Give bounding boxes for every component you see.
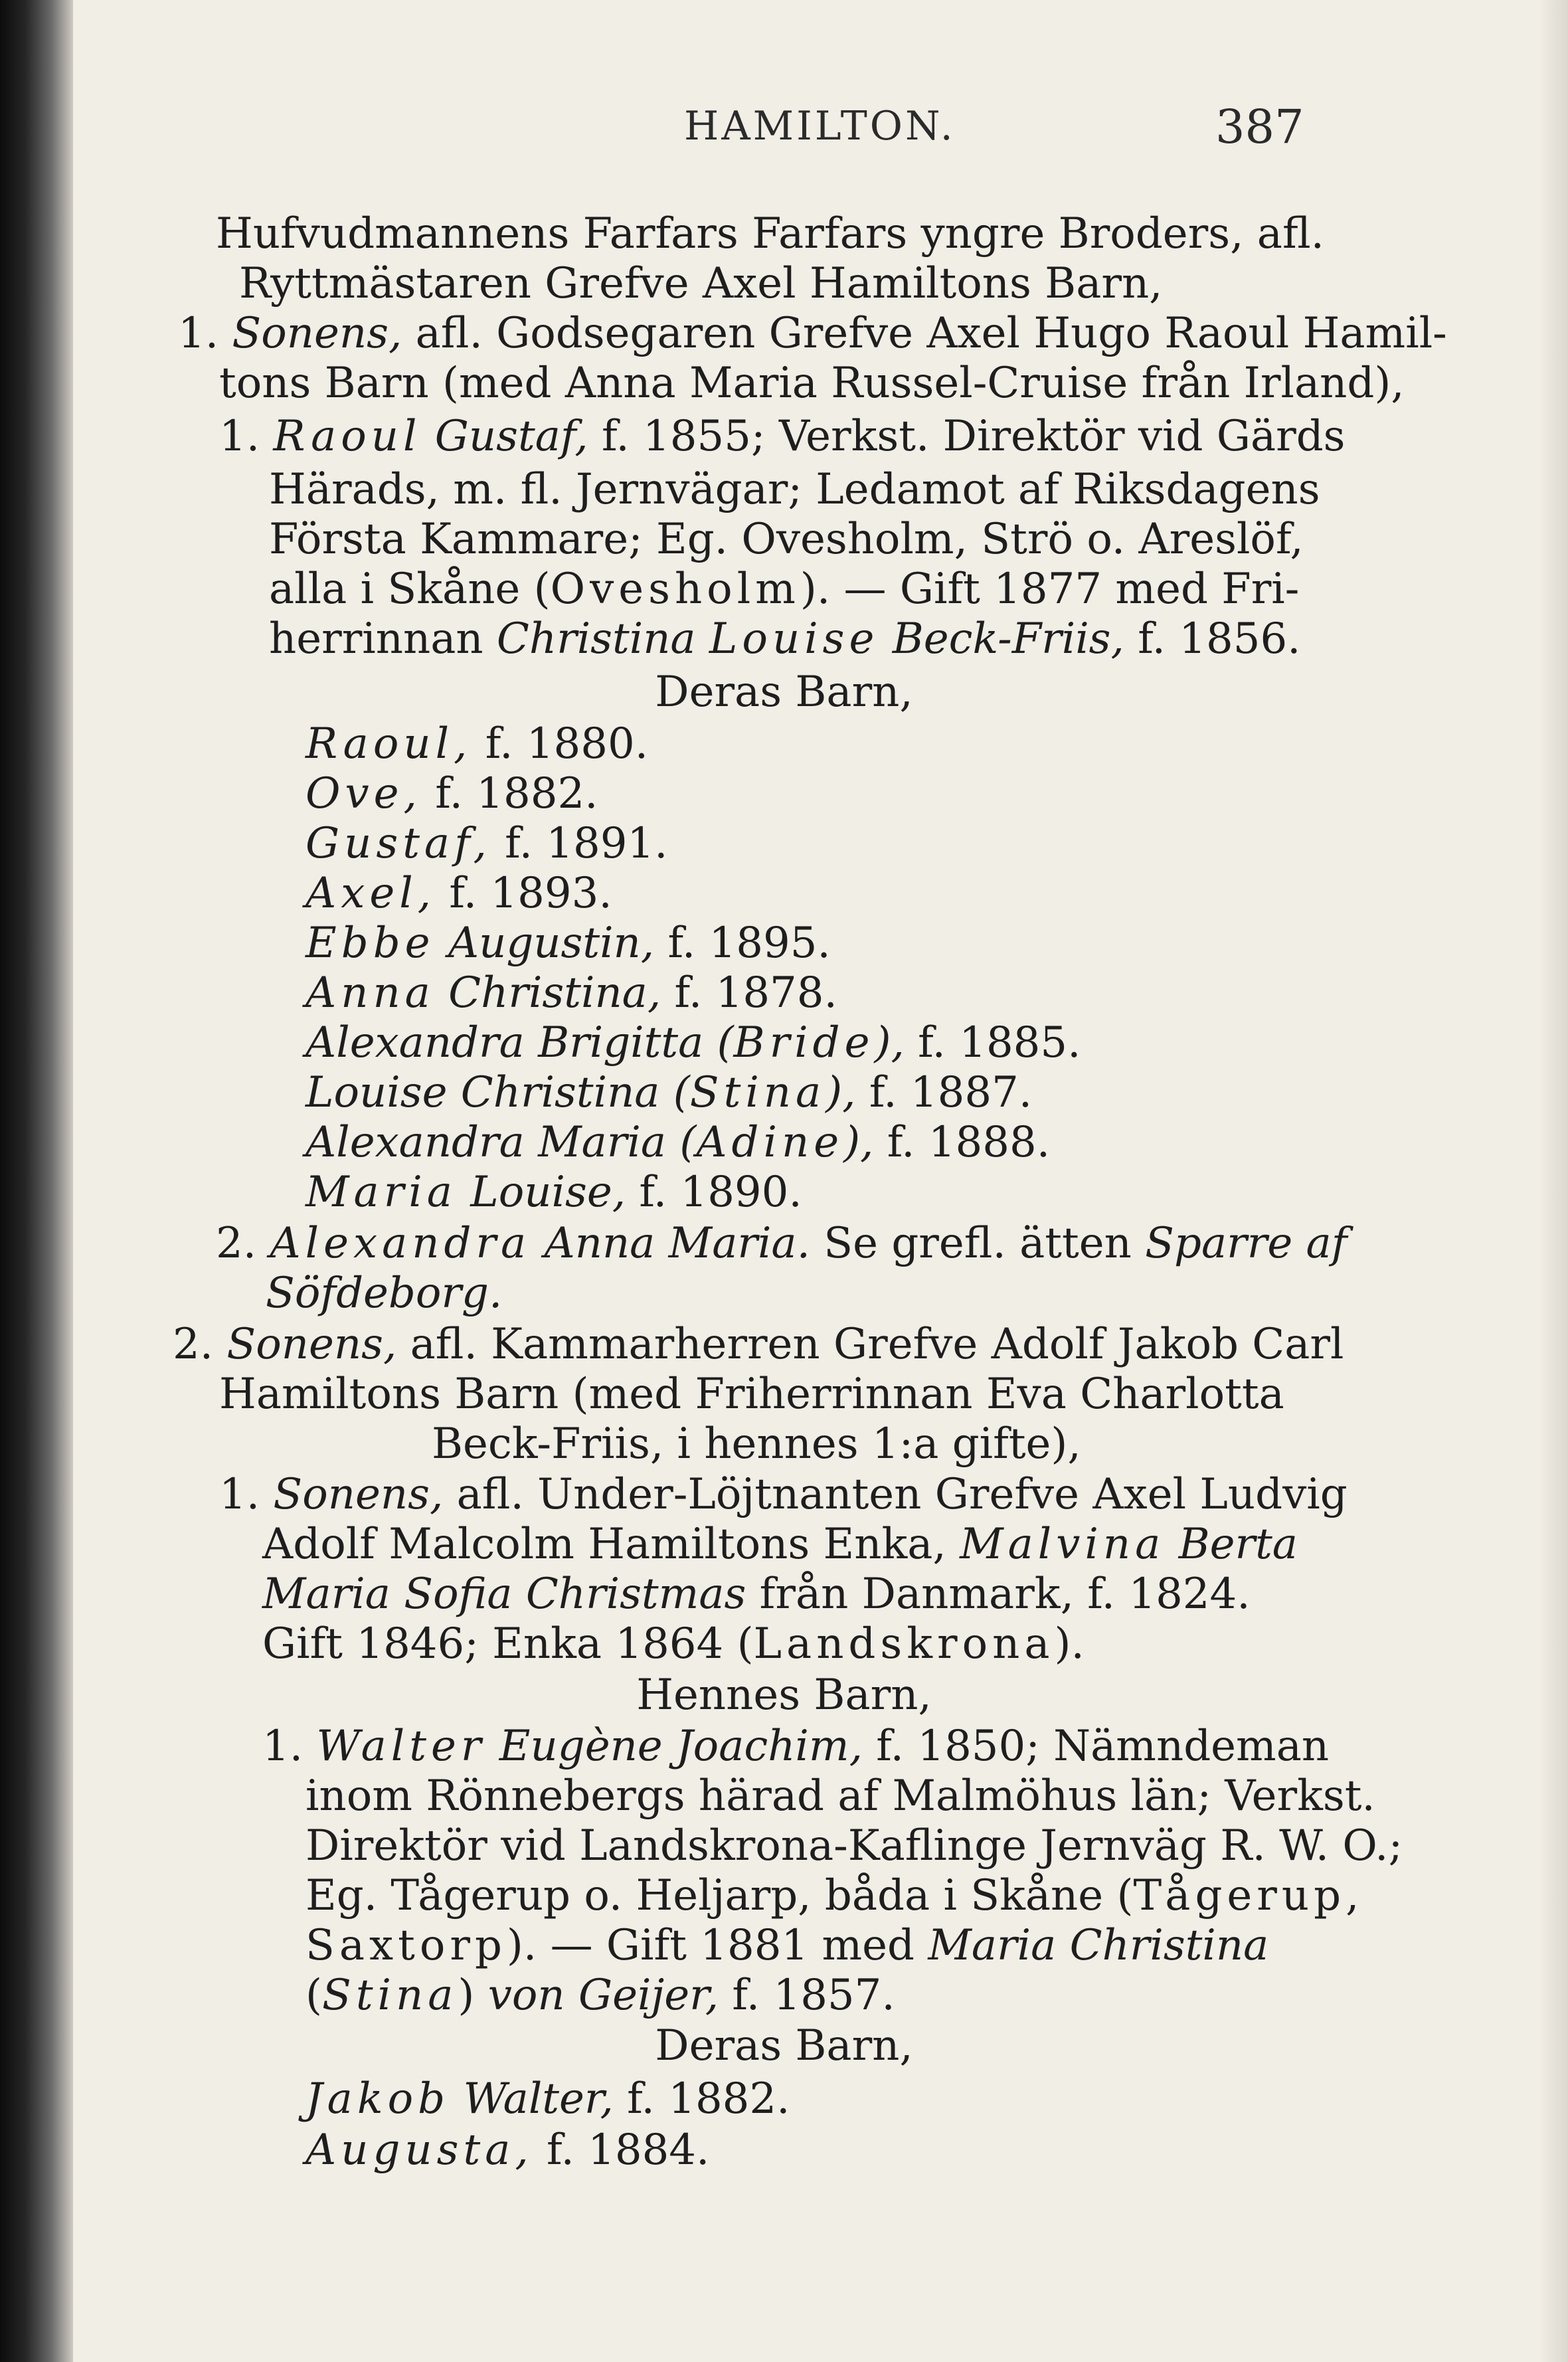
text-line: 1. Walter Eugène Joachim, f. 1850; Nämndeman (262, 1722, 1330, 1771)
section-heading: Deras Barn, (655, 668, 913, 717)
page-edge (1541, 0, 1568, 2362)
text-line: Härads, m. fl. Jernvägar; Ledamot af Riksdagens (269, 465, 1320, 514)
child-entry: Alexandra Maria (Adine), f. 1888. (305, 1118, 1051, 1167)
text-line: Söfdeborg. (266, 1269, 503, 1318)
book-binding-shadow (0, 0, 73, 2362)
text-line: (Stina) von Geijer, f. 1857. (305, 1971, 895, 2020)
text-line: tons Barn (med Anna Maria Russel-Cruise från Irland), (219, 359, 1405, 408)
section-heading: Hennes Barn, (636, 1671, 932, 1720)
section-heading: Deras Barn, (655, 2021, 913, 2070)
child-entry: Maria Louise, f. 1890. (305, 1168, 802, 1217)
text-line: 1. Raoul Gustaf, f. 1855; Verkst. Direktör vid Gärds (219, 412, 1346, 461)
child-entry: Gustaf, f. 1891. (305, 819, 668, 868)
child-entry: Jakob Walter, f. 1882. (305, 2074, 790, 2124)
text-line: inom Rönnebergs härad af Malmöhus län; Verkst. (305, 1772, 1375, 1821)
child-entry: Augusta, f. 1884. (305, 2126, 710, 2175)
text-line: herrinnan Christina Louise Beck-Friis, f. 1856. (269, 614, 1301, 664)
text-line: Saxtorp). — Gift 1881 med Maria Christina (305, 1921, 1269, 1970)
text-line: Gift 1846; Enka 1864 (Landskrona). (262, 1619, 1085, 1669)
text-line: 2. Alexandra Anna Maria. Se grefl. ätten Sparre af (216, 1219, 1348, 1268)
text-line: Hufvudmannens Farfars Farfars yngre Broders, afl. (216, 209, 1324, 258)
child-entry: Alexandra Brigitta (Bride), f. 1885. (305, 1018, 1081, 1067)
text-line: 1. Sonens, afl. Godsegaren Grefve Axel Hugo Raoul Hamil- (178, 309, 1447, 358)
text-line: alla i Skåne (Ovesholm). — Gift 1877 med Fri- (269, 565, 1300, 614)
running-head-title: HAMILTON. (684, 103, 956, 149)
text-line: 1. Sonens, afl. Under-Löjtnanten Grefve Axel Ludvig (219, 1470, 1348, 1519)
child-entry: Ove, f. 1882. (305, 769, 598, 818)
text-line: Hamiltons Barn (med Friherrinnan Eva Charlotta (219, 1370, 1284, 1419)
text-line: Maria Sofia Christmas från Danmark, f. 1824. (262, 1570, 1251, 1619)
text-line: Första Kammare; Eg. Ovesholm, Strö o. Areslöf, (269, 515, 1304, 564)
text-line: Direktör vid Landskrona-Kaflinge Jernväg R. W. O.; (305, 1821, 1403, 1870)
child-entry: Raoul, f. 1880. (305, 719, 649, 769)
child-entry: Axel, f. 1893. (305, 869, 612, 918)
child-entry: Anna Christina, f. 1878. (305, 968, 837, 1018)
text-line: Beck-Friis, i hennes 1:a gifte), (432, 1419, 1081, 1469)
text-line: Adolf Malcolm Hamiltons Enka, Malvina Berta (262, 1520, 1298, 1569)
child-entry: Louise Christina (Stina), f. 1887. (305, 1068, 1033, 1117)
child-entry: Ebbe Augustin, f. 1895. (305, 919, 831, 968)
page-number: 387 (1215, 100, 1304, 154)
text-line: 2. Sonens, afl. Kammarherren Grefve Adolf Jakob Carl (173, 1320, 1344, 1369)
text-line: Eg. Tågerup o. Heljarp, båda i Skåne (Tågerup, (305, 1871, 1364, 1920)
text-line: Ryttmästaren Grefve Axel Hamiltons Barn, (239, 259, 1163, 308)
